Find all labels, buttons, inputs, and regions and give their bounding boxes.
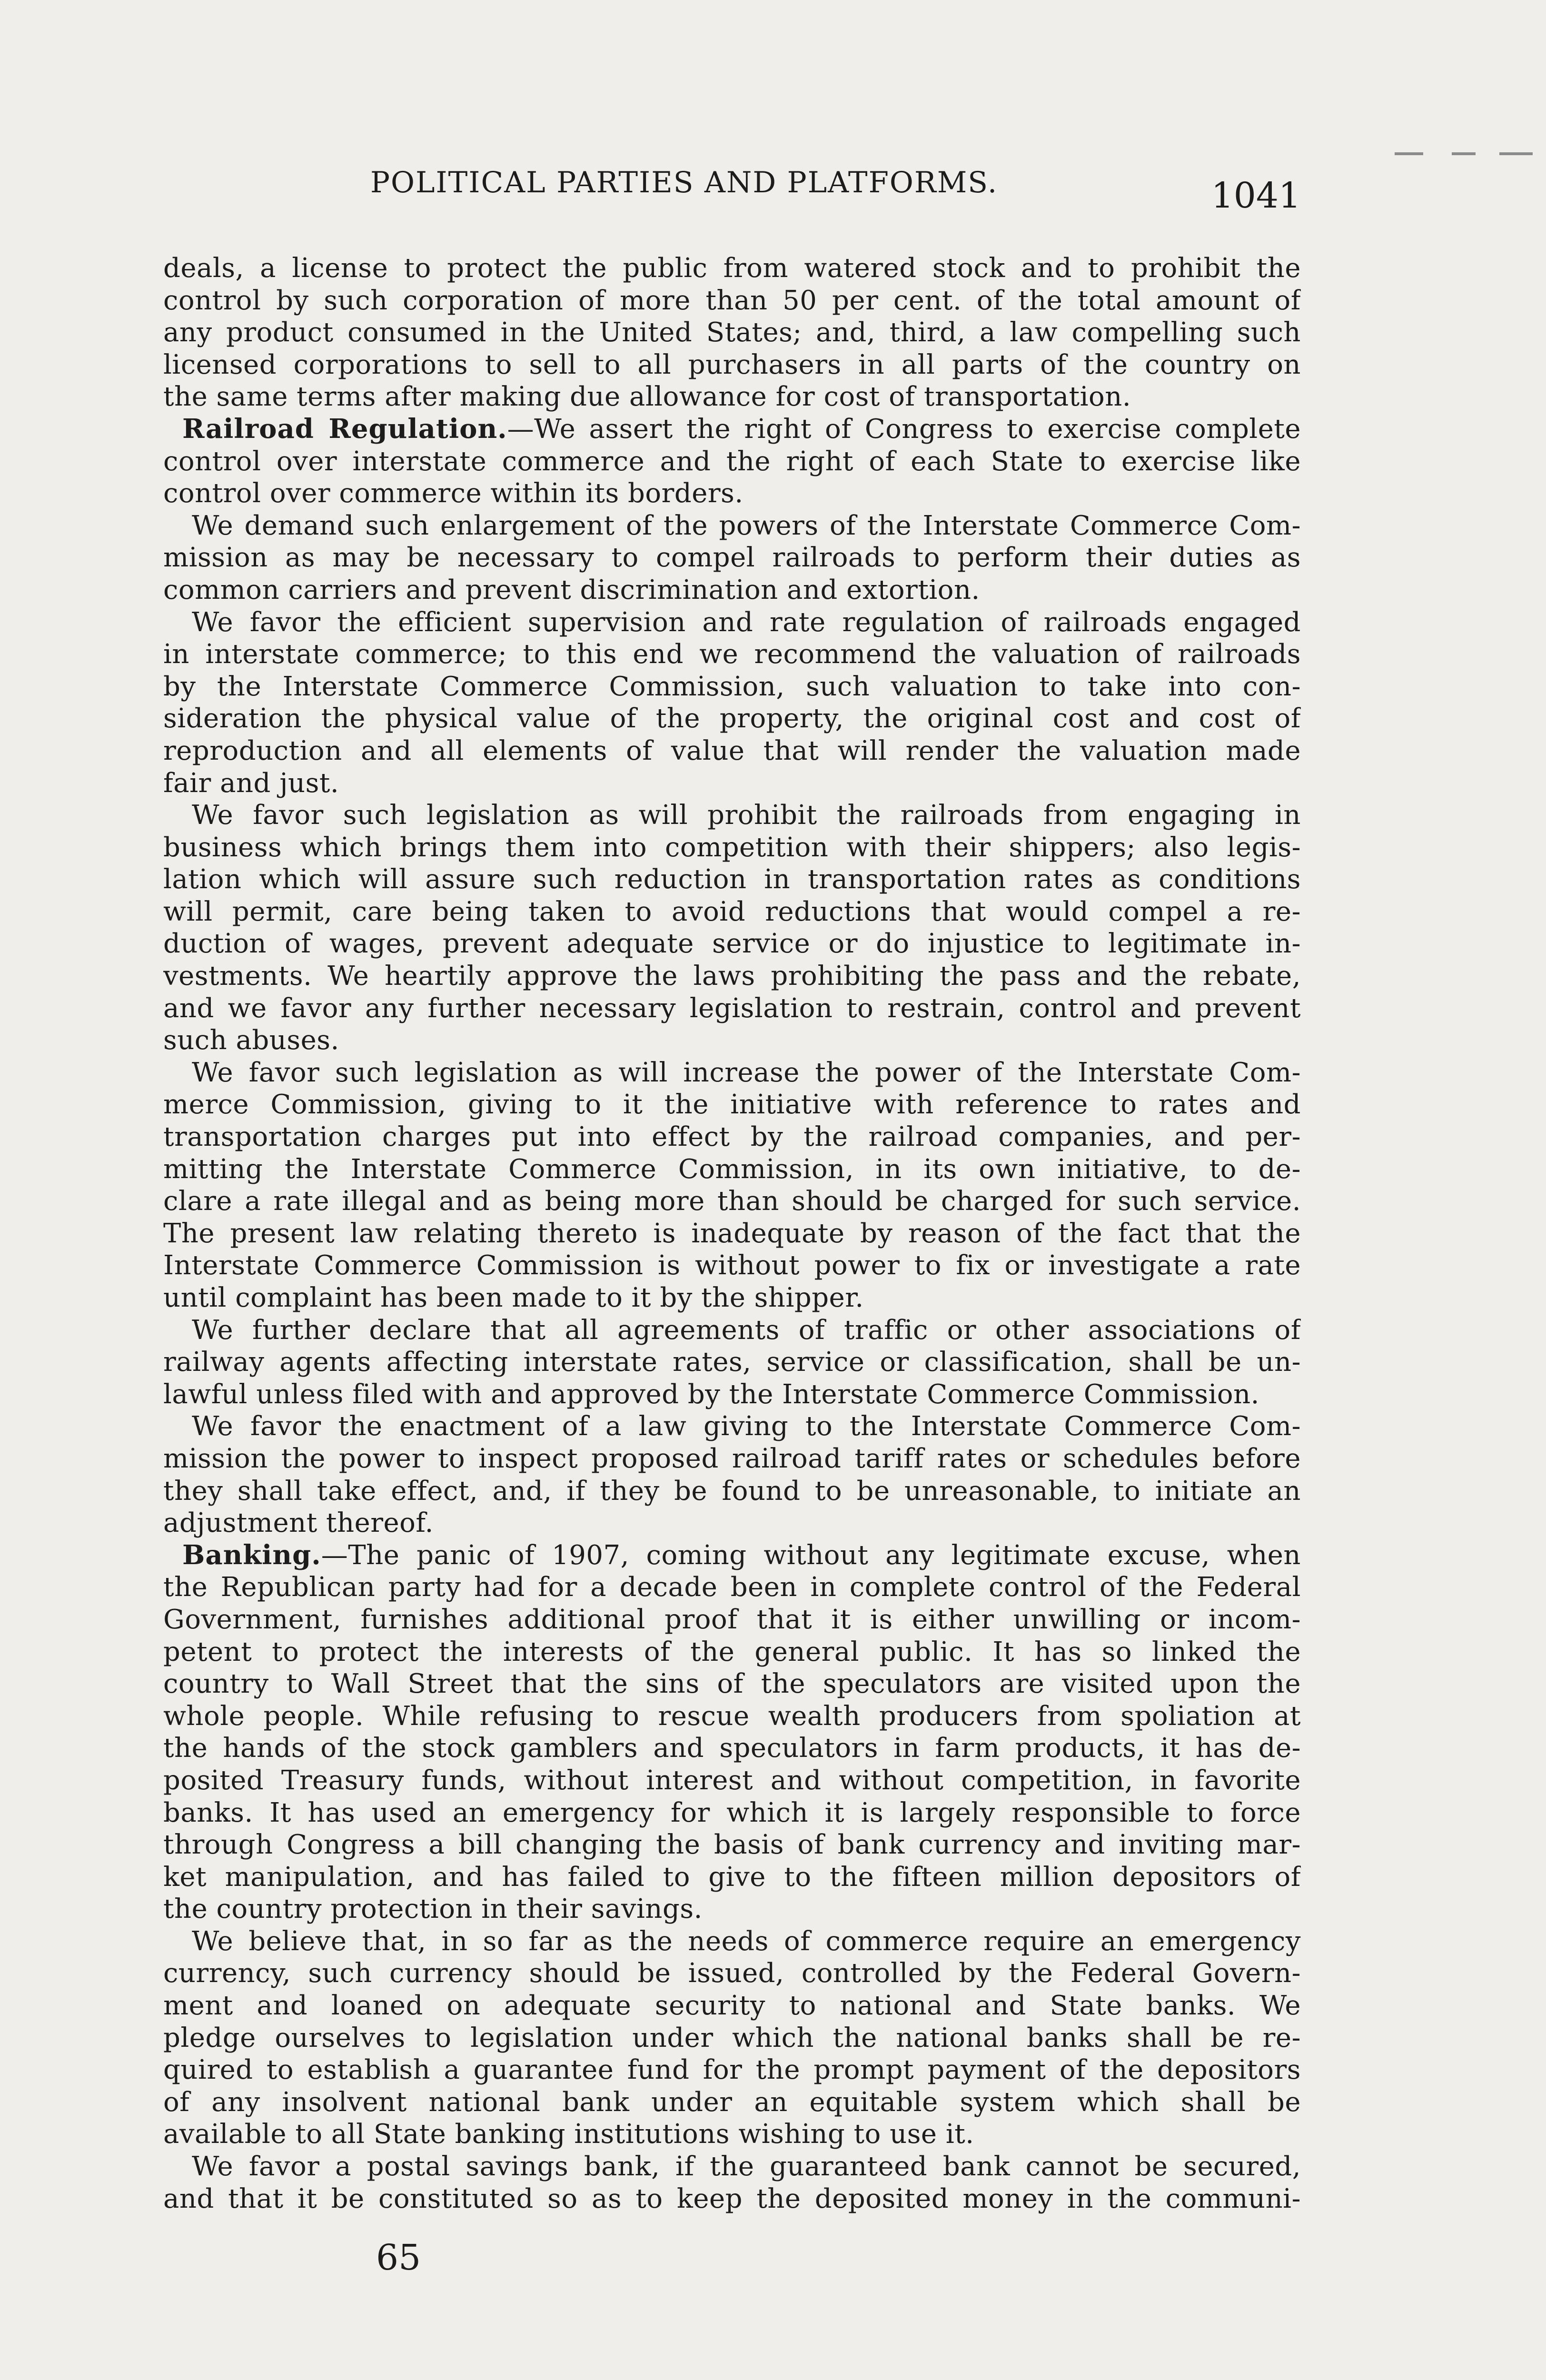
text-line: they shall take effect, and, if they be found to be unreasonable, to initiate an [163, 1475, 1301, 1507]
section-heading-railroad-regulation: Railroad Regulation.—We assert the right of Congress to exercise complete [182, 413, 1301, 445]
text-line: merce Commission, giving to it the initiative with reference to rates and [163, 1089, 1301, 1121]
edge-mark [1452, 152, 1476, 155]
text-line: Government, furnishes additional proof that it is either unwilling or incom- [163, 1604, 1301, 1635]
text-line: vestments. We heartily approve the laws prohibiting the pass and the rebate, [163, 961, 1301, 992]
section-heading-banking: Banking.—The panic of 1907, coming without any legitimate excuse, when [182, 1539, 1301, 1571]
text-line: in interstate commerce; to this end we recommend the valuation of railroads [163, 639, 1301, 670]
text-line: clare a rate illegal and as being more than should be charged for such service. [163, 1186, 1301, 1217]
page-header [163, 166, 1301, 228]
text-line: Interstate Commerce Commission is without power to fix or investigate a rate [163, 1250, 1301, 1281]
text-line: fair and just. [163, 767, 339, 799]
text-line: business which brings them into competition with their shippers; also legis- [163, 832, 1301, 863]
text-line: railway agents affecting interstate rates, service or classification, shall be un- [163, 1347, 1301, 1378]
text-line: ket manipulation, and has failed to give to the fifteen million depositors of [163, 1861, 1301, 1893]
text-line: petent to protect the interests of the general public. It has so linked the [163, 1636, 1301, 1667]
text-line: quired to establish a guarantee fund for the prompt payment of the depositors [163, 2054, 1301, 2086]
text-line: any product consumed in the United States; and, third, a law compelling such [163, 317, 1301, 348]
text-line: sideration the physical value of the property, the original cost and cost of [163, 703, 1301, 734]
text-line: control over interstate commerce and the right of each State to exercise like [163, 446, 1301, 477]
text-line: mission as may be necessary to compel railroads to perform their duties as [163, 542, 1301, 574]
text-line: and we favor any further necessary legislation to restrain, control and prevent [163, 992, 1301, 1024]
text-line: lation which will assure such reduction in transportation rates as conditions [163, 864, 1301, 895]
text-line: control by such corporation of more than 50 per cent. of the total amount of [163, 285, 1301, 316]
paragraph-start: We further declare that all agreements of traffic or other associations of [192, 1314, 1301, 1346]
paragraph-start: We favor the enactment of a law giving to the Interstate Commerce Com- [192, 1411, 1301, 1442]
text-line: by the Interstate Commerce Commission, such valuation to take into con- [163, 671, 1301, 702]
edge-mark [1499, 152, 1533, 155]
signature-mark: 65 [376, 2237, 421, 2278]
text-line: duction of wages, prevent adequate service or do injustice to legitimate in- [163, 928, 1301, 960]
text-line: banks. It has used an emergency for which it is largely responsible to force [163, 1797, 1301, 1828]
text-line: deals, a license to protect the public from watered stock and to prohibit the [163, 253, 1301, 284]
paragraph-start: We favor a postal savings bank, if the guaranteed bank cannot be secured, [192, 2151, 1301, 2182]
text-line: pledge ourselves to legislation under which the national banks shall be re- [163, 2022, 1301, 2053]
text-line: the Republican party had for a decade been in complete control of the Federal [163, 1572, 1301, 1603]
text-line: lawful unless filed with and approved by the Interstate Commerce Commission. [163, 1378, 1259, 1410]
body-text [163, 252, 1301, 2215]
running-title: POLITICAL PARTIES AND PLATFORMS. [370, 166, 998, 199]
text-line: country to Wall Street that the sins of the speculators are visited upon the [163, 1668, 1301, 1700]
text-line: available to all State banking institutions wishing to use it. [163, 2119, 974, 2150]
text-line: until complaint has been made to it by the shipper. [163, 1282, 864, 1313]
text-line: currency, such currency should be issued, controlled by the Federal Govern- [163, 1958, 1301, 1989]
page-number: 1041 [1211, 175, 1301, 216]
paragraph-start: We favor such legislation as will increase the power of the Interstate Com- [192, 1057, 1301, 1088]
text-line: mission the power to inspect proposed railroad tariff rates or schedules before [163, 1443, 1301, 1474]
edge-mark [1395, 152, 1423, 155]
text-line: control over commerce within its borders. [163, 478, 743, 509]
text-line: the same terms after making due allowance for cost of transportation. [163, 381, 1131, 413]
text-line: will permit, care being taken to avoid reductions that would compel a re- [163, 896, 1301, 927]
text-line: common carriers and prevent discrimination and extortion. [163, 574, 980, 605]
side-heading: Banking. [182, 1539, 321, 1571]
text-line: of any insolvent national bank under an equitable system which shall be [163, 2086, 1301, 2118]
text-line: and that it be constituted so as to keep the deposited money in the communi- [163, 2183, 1301, 2214]
text-line: the hands of the stock gamblers and speculators in farm products, it has de- [163, 1733, 1301, 1764]
text-line: The present law relating thereto is inadequate by reason of the fact that the [163, 1218, 1301, 1249]
paragraph-start: We favor such legislation as will prohibit the railroads from engaging in [192, 800, 1301, 831]
paragraph-start: We favor the efficient supervision and rate regulation of railroads engaged [192, 606, 1301, 638]
text-line: such abuses. [163, 1025, 339, 1056]
text-line: licensed corporations to sell to all purchasers in all parts of the country on [163, 349, 1301, 380]
paragraph-start: We believe that, in so far as the needs of commerce require an emergency [192, 1925, 1301, 1957]
text-line: mitting the Interstate Commerce Commission, in its own initiative, to de- [163, 1153, 1301, 1185]
paragraph-start: We demand such enlargement of the powers of the Interstate Commerce Com- [192, 510, 1301, 541]
text-line: ment and loaned on adequate security to national and State banks. We [163, 1990, 1301, 2022]
text-line: adjustment thereof. [163, 1507, 434, 1539]
text-line: posited Treasury funds, without interest and without competition, in favorite [163, 1765, 1301, 1796]
text-line: through Congress a bill changing the basis of bank currency and inviting mar- [163, 1829, 1301, 1861]
text-line: the country protection in their savings. [163, 1894, 703, 1925]
text-line: reproduction and all elements of value that will render the valuation made [163, 735, 1301, 766]
text-line: whole people. While refusing to rescue wealth producers from spoliation at [163, 1700, 1301, 1732]
text-line: transportation charges put into effect by the railroad companies, and per- [163, 1121, 1301, 1153]
side-heading: Railroad Regulation. [182, 413, 507, 445]
